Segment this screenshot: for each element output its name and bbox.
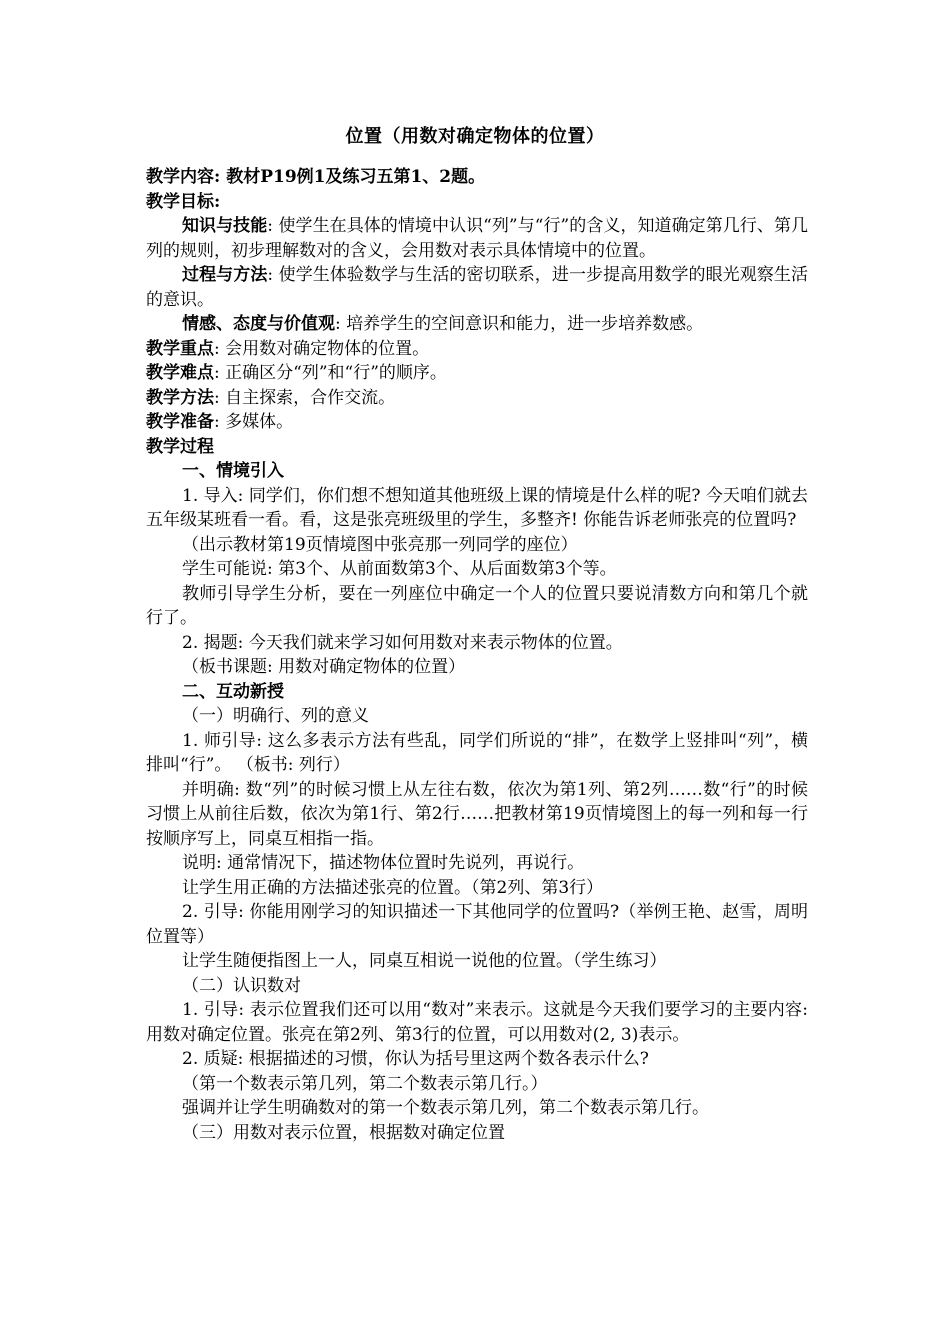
paragraph: 1. 师引导: 这么多表示方法有些乱，同学们所说的“排”，在数学上竖排叫“列”，横排叫“行”。 （板书: 列行） — [146, 730, 808, 775]
paragraph: 学生可能说: 第3个、从前面数第3个、从后面数第3个等。 — [182, 559, 617, 579]
paragraph: 让学生随便指图上一人，同桌互相说一说他的位置。（学生练习） — [182, 951, 667, 971]
teaching-process-heading: 教学过程 — [146, 436, 214, 457]
document-body — [146, 165, 808, 1145]
teaching-method — [146, 386, 808, 411]
difficulty-label: 教学难点 — [146, 363, 214, 383]
teaching-content-line — [146, 165, 808, 190]
section-2-heading: 二、互动新授 — [182, 681, 284, 702]
paragraph: 2. 质疑: 根据描述的习惯，你认为括号里这两个数各表示什么? — [182, 1049, 649, 1069]
preparation-text: : 多媒体。 — [214, 412, 294, 432]
paragraph: 说明: 通常情况下，描述物体位置时先说列，再说行。 — [182, 853, 585, 873]
method-label: 教学方法 — [146, 387, 214, 408]
goal-knowledge — [146, 214, 808, 263]
paragraph: （板书课题: 用数对确定物体的位置） — [182, 657, 466, 677]
teaching-preparation — [146, 410, 808, 435]
paragraph: 2. 引导: 你能用刚学习的知识描述一下其他同学的位置吗?（举例王艳、赵雪，周明位置等） — [146, 902, 808, 947]
teaching-content-value: 教材P19例1及练习五第1、2题。 — [226, 167, 486, 187]
teaching-key-point — [146, 337, 808, 362]
paragraph: 1. 引导: 表示位置我们还可以用“数对”来表示。这就是今天我们要学习的主要内容: 用数对确定位置。张亮在第2列、第3行的位置，可以用数对(2, 3)表示。 — [146, 1000, 808, 1045]
document-title: 位置（用数对确定物体的位置） — [345, 126, 605, 147]
paragraph: 1. 导入: 同学们，你们想不想知道其他班级上课的情境是什么样的呢? 今天咱们就去五年级某班看一看。看，这是张亮班级里的学生，多整齐! 你能告诉老师张亮的位置吗? — [146, 485, 808, 530]
teaching-difficulty — [146, 361, 808, 386]
teaching-content-label: 教学内容: — [146, 167, 221, 187]
paragraph: 让学生用正确的方法描述张亮的位置。（第2列、第3行） — [182, 877, 604, 898]
section-1-heading: 一、情境引入 — [182, 461, 284, 481]
goal-emotion-text: : 培养学生的空间意识和能力，进一步培养数感。 — [335, 314, 704, 334]
paragraph: 2. 揭题: 今天我们就来学习如何用数对来表示物体的位置。 — [182, 632, 623, 653]
goal-knowledge-label: 知识与技能 — [182, 216, 268, 236]
difficulty-text: : 正确区分“列”和“行”的顺序。 — [214, 363, 447, 383]
teaching-goals-label: 教学目标: — [146, 191, 221, 212]
goal-process — [146, 263, 808, 312]
subsection-heading: （一）明确行、列的意义 — [182, 706, 369, 726]
key-point-label: 教学重点 — [146, 338, 214, 359]
goal-emotion-label: 情感、态度与价值观 — [182, 314, 335, 334]
preparation-label: 教学准备 — [146, 412, 214, 432]
goal-process-text: : 使学生体验数学与生活的密切联系，进一步提高用数学的眼光观察生活的意识。 — [146, 265, 808, 310]
paragraph: 教师引导学生分析，要在一列座位中确定一个人的位置只要说清数方向和第几个就行了。 — [146, 583, 808, 628]
subsection-heading: （三）用数对表示位置，根据数对确定位置 — [182, 1122, 505, 1143]
goal-knowledge-text: : 使学生在具体的情境中认识“列”与“行”的含义，知道确定第几行、第几列的规则，初步理解数对的含义，会用数对表示具体情境中的位置。 — [146, 216, 808, 261]
method-text: : 自主探索，合作交流。 — [214, 387, 396, 408]
paragraph: 强调并让学生明确数对的第一个数表示第几列，第二个数表示第几行。 — [182, 1098, 709, 1118]
paragraph: 并明确: 数“列”的时候习惯上从左往右数，依次为第1列、第2列……数“行”的时候习惯上从前往后数，依次为第1行、第2行……把教材第19页情境图上的每一列和每一行按顺序写上，同桌互相指一指。 — [146, 779, 808, 849]
key-point-text: : 会用数对确定物体的位置。 — [214, 338, 430, 359]
goal-process-label: 过程与方法 — [182, 265, 268, 285]
goal-emotion — [146, 312, 808, 337]
subsection-heading: （二）认识数对 — [182, 975, 301, 996]
paragraph: （第一个数表示第几列，第二个数表示第几行。） — [182, 1073, 548, 1094]
paragraph: （出示教材第19页情境图中张亮那一列同学的座位） — [182, 534, 578, 555]
